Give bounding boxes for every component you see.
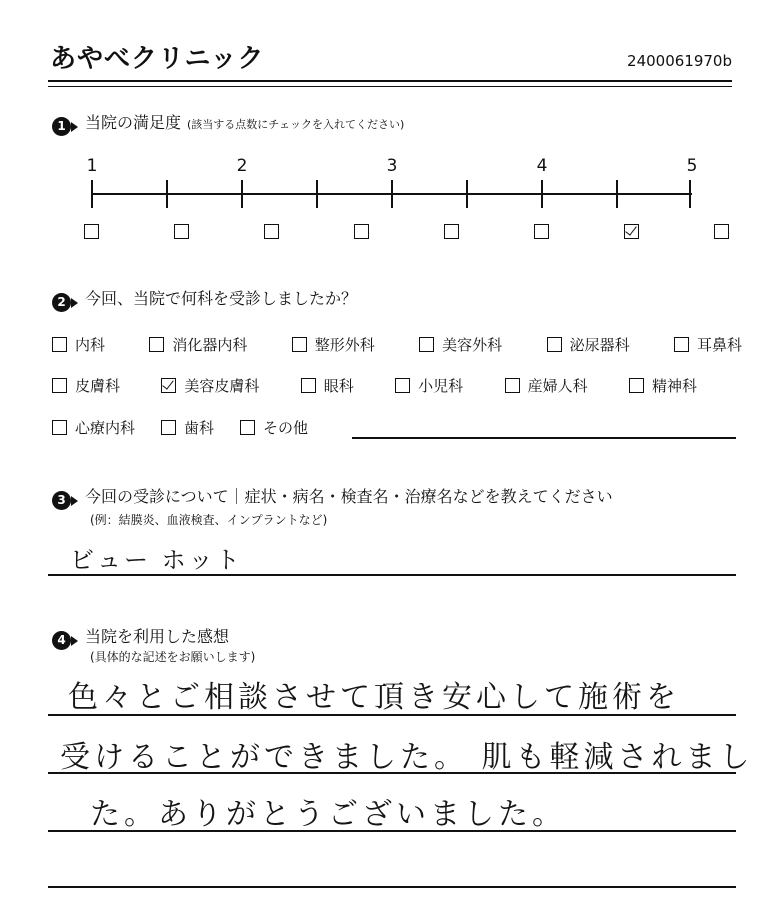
department-checkbox[interactable] <box>395 378 410 393</box>
department-option[interactable] <box>161 417 214 438</box>
department-option[interactable] <box>52 334 105 355</box>
rating-checkboxes <box>0 224 135 243</box>
header-rule <box>48 80 732 82</box>
q4-answer-line-3: た。ありがとうございました。 <box>90 797 566 832</box>
scale-label-4: 4 <box>536 156 548 176</box>
rating-checkbox-4[interactable] <box>354 224 369 239</box>
scale-tick <box>91 180 93 208</box>
q4-number-icon: 4 <box>52 631 71 650</box>
q1-note: (該当する点数にチェックを入れてください) <box>187 118 405 131</box>
department-option[interactable] <box>419 334 502 355</box>
q1-title: 当院の満足度 <box>85 113 182 132</box>
department-option[interactable] <box>161 375 259 396</box>
department-row-3 <box>52 417 308 438</box>
department-label: 耳鼻科 <box>696 336 742 354</box>
scale-tick <box>241 180 243 208</box>
rating-checkbox-1[interactable] <box>84 224 99 239</box>
department-checkbox[interactable] <box>547 337 562 352</box>
department-option[interactable] <box>674 334 742 355</box>
department-checkbox[interactable] <box>161 378 176 393</box>
q4-rule-2[interactable] <box>48 772 736 774</box>
department-label: 歯科 <box>184 419 215 437</box>
scale-tick <box>616 180 618 208</box>
scale-label-5: 5 <box>686 156 698 176</box>
department-option[interactable] <box>629 375 697 396</box>
header-rule-thin <box>48 86 732 87</box>
department-option[interactable] <box>505 375 588 396</box>
department-checkbox[interactable] <box>292 337 307 352</box>
rating-checkbox-8[interactable] <box>714 224 729 239</box>
department-label: 消化器内科 <box>172 336 248 354</box>
department-checkbox[interactable] <box>52 337 67 352</box>
q2-title: 今回、当院で何科を受診しましたか？ <box>85 289 358 308</box>
q2-number-icon: 2 <box>52 293 71 312</box>
rating-checkbox-2[interactable] <box>174 224 189 239</box>
department-label: 産婦人科 <box>527 377 588 395</box>
q4-rule-3[interactable] <box>48 830 736 832</box>
scale-label-2: 2 <box>236 156 248 176</box>
q3-number-icon: 3 <box>52 491 71 510</box>
scale-tick <box>541 180 543 208</box>
q4-answer-line-2: 受けることができました。 肌も軽減されまし <box>60 740 754 775</box>
q3-heading <box>52 484 613 508</box>
department-label: 眼科 <box>323 377 354 395</box>
rating-checkbox-3[interactable] <box>264 224 279 239</box>
department-label: 泌尿器科 <box>569 336 630 354</box>
scale-tick <box>689 180 691 208</box>
department-checkbox[interactable] <box>419 337 434 352</box>
document-id: 2400061970b <box>627 52 732 70</box>
department-label: 皮膚科 <box>75 377 121 395</box>
department-label: 内科 <box>75 336 106 354</box>
department-label: 整形外科 <box>314 336 375 354</box>
rating-checkbox-6[interactable] <box>534 224 549 239</box>
department-row-1 <box>52 334 742 355</box>
department-checkbox[interactable] <box>52 420 67 435</box>
department-checkbox[interactable] <box>149 337 164 352</box>
q4-heading <box>52 624 229 648</box>
q2-heading <box>52 286 357 310</box>
q4-answer-line-1: 色々とご相談させて頂き安心して施術を <box>68 680 680 715</box>
scale-tick <box>166 180 168 208</box>
q4-title: 当院を利用した感想 <box>85 627 230 646</box>
q1-heading <box>52 110 404 134</box>
department-checkbox[interactable] <box>629 378 644 393</box>
department-option[interactable] <box>52 417 135 438</box>
q4-note: (具体的な記述をお願いします) <box>90 650 256 664</box>
scale-tick <box>391 180 393 208</box>
q1-number-icon: 1 <box>52 117 71 136</box>
department-checkbox[interactable] <box>161 420 176 435</box>
department-option[interactable] <box>149 334 247 355</box>
q3-handwritten-answer: ビュー ホット <box>70 546 243 574</box>
department-option[interactable] <box>52 375 120 396</box>
department-label: 小児科 <box>418 377 464 395</box>
department-option[interactable] <box>292 334 375 355</box>
department-label: 心療内科 <box>75 419 136 437</box>
q4-rule-1[interactable] <box>48 714 736 716</box>
scale-label-1: 1 <box>86 156 98 176</box>
department-option[interactable] <box>240 417 308 438</box>
clinic-name: あやべクリニック <box>50 44 265 74</box>
q3-title: 今回の受診について｜症状・病名・検査名・治療名などを教えてください <box>85 487 613 506</box>
department-option[interactable] <box>301 375 354 396</box>
scale-label-3: 3 <box>386 156 398 176</box>
department-checkbox[interactable] <box>674 337 689 352</box>
department-checkbox[interactable] <box>240 420 255 435</box>
department-checkbox[interactable] <box>301 378 316 393</box>
department-checkbox[interactable] <box>52 378 67 393</box>
department-option[interactable] <box>547 334 630 355</box>
rating-checkbox-5[interactable] <box>444 224 459 239</box>
department-label: 美容皮膚科 <box>184 377 260 395</box>
department-label: その他 <box>263 419 309 437</box>
department-option[interactable] <box>395 375 463 396</box>
q4-rule-4[interactable] <box>48 886 736 888</box>
scale-tick <box>316 180 318 208</box>
q3-answer-line[interactable] <box>48 574 736 576</box>
scale-tick <box>466 180 468 208</box>
q3-example: (例：結膜炎、血液検査、インプラントなど) <box>90 513 328 527</box>
department-checkbox[interactable] <box>505 378 520 393</box>
other-answer-line[interactable] <box>352 437 736 439</box>
department-label: 美容外科 <box>442 336 503 354</box>
department-row-2 <box>52 375 697 396</box>
rating-checkbox-7[interactable] <box>624 224 639 239</box>
department-label: 精神科 <box>651 377 697 395</box>
